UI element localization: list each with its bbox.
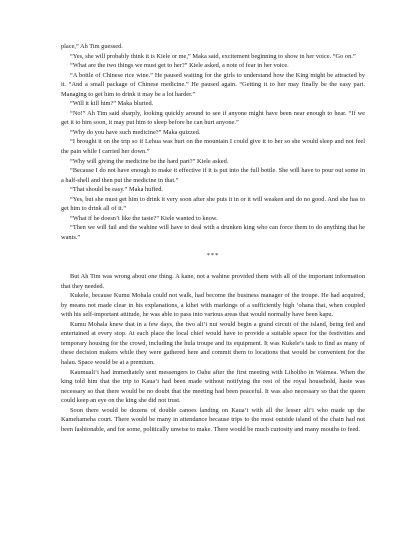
paragraph: place,” Ah Tim guessed. [61,43,123,50]
paragraph: “Yes, but she must get him to drink it very soon after she puts it in or it will weaken and do no good. And she has to get him to drink all of it.” [61,195,365,213]
paragraph: “Yes, she will probably think it is Kiele or me,” Maka said, excitement beginning to show in her voice. “Go on.” [70,52,356,60]
section-separator: *** [206,252,220,260]
paragraph: Kukele, because Kumu Mohala could not walk, had become the business manager of the troupe. He had acquired, by means not made clear in his explanations, a kihei with markings of a sufficiently high ‘ohana that, when coupled with his self-important attitude, he was able to pass into various areas that would normally have been kapu. [61,292,365,319]
paragraph: “That should be easy.” Maka huffed. [70,186,164,194]
paragraph: “Then we will fail and the wahine will have to deal with a drunken king who can force them to do anything that he wants.” [61,224,365,241]
paragraph: But Ah Tim was wrong about one thing. A kane, not a wahine provided them with all of the important information that they needed. [61,273,365,290]
paragraph: Kaumuali‘i had immediately sent messengers to Oahu after the first meeting with Liholiho in Waimea. When the king told him that the trip to Kaua‘i had been made without notifying the rest of the royal household, haste was necessary so that there would be no doubt that the meeting had been peaceful. It was also necessary so that the queen could keep an eye on the king she did not trust. [61,368,365,405]
paragraph: “Because I do not have enough to make it effective if it is put into the full bottle. She will have to pour out some in a half-shell and then put the medicine in that.” [61,167,365,184]
paragraph: “I brought it on the trip so if Lehua was hurt on the mountain I could give it to her so she would sleep and not feel the pain while I carried her down.” [61,138,365,156]
paragraph: “Why will giving the medicine be the hard part?” Kiele asked. [70,157,229,165]
paragraph: “A bottle of Chinese rice wine.” He paused waiting for the girls to understand how the King might be attracted by it. “And a small package of Chinese medicine.” He paused again. “Getting it to her may finally be the easy part. Managing to get him to drink it may be a lot harder.” [61,71,365,98]
paragraph: “Why do you have such medicine?” Maka quizzed. [70,128,201,136]
paragraph: Kumu Mohala knew that in a few days, the two ali‘i nui would begin a grand circuit of the island, being fed and entertained at every stop. At each place the local chief would have to provide a suitable space for the festivities and temporary housing for the crowd, including the hula troupe and its equipment. It was Kukele’s task to find as many of these decision makers while they were gathered here and commit them to locations that would be convenient for the halau. Space would be at a premium. [61,320,365,366]
paragraph: “Will it kill him?” Maka blurted. [70,100,154,108]
paragraph: “What are the two things we must get to her?” Kiele asked, a note of fear in her voice. [70,62,289,70]
paragraph: Soon there would be dozens of double canoes landing on Kaua‘i with all the lesser ali‘i who made up the Kamehameha court. There would be many in attendance because trips to the most outside island of the chain had not been fashionable, and for some, politically unwise to make. There would be much curiosity and many mouths to feed. [61,406,365,433]
paragraph: “No!” Ah Tim said sharply, looking quickly around to see if anyone might have been near enough to hear. “If we get it to him soon, it may put him to sleep before he can hurt anyone.” [61,109,365,127]
paragraph: “What if he doesn’t like the taste?” Kiele wanted to know. [70,214,218,222]
